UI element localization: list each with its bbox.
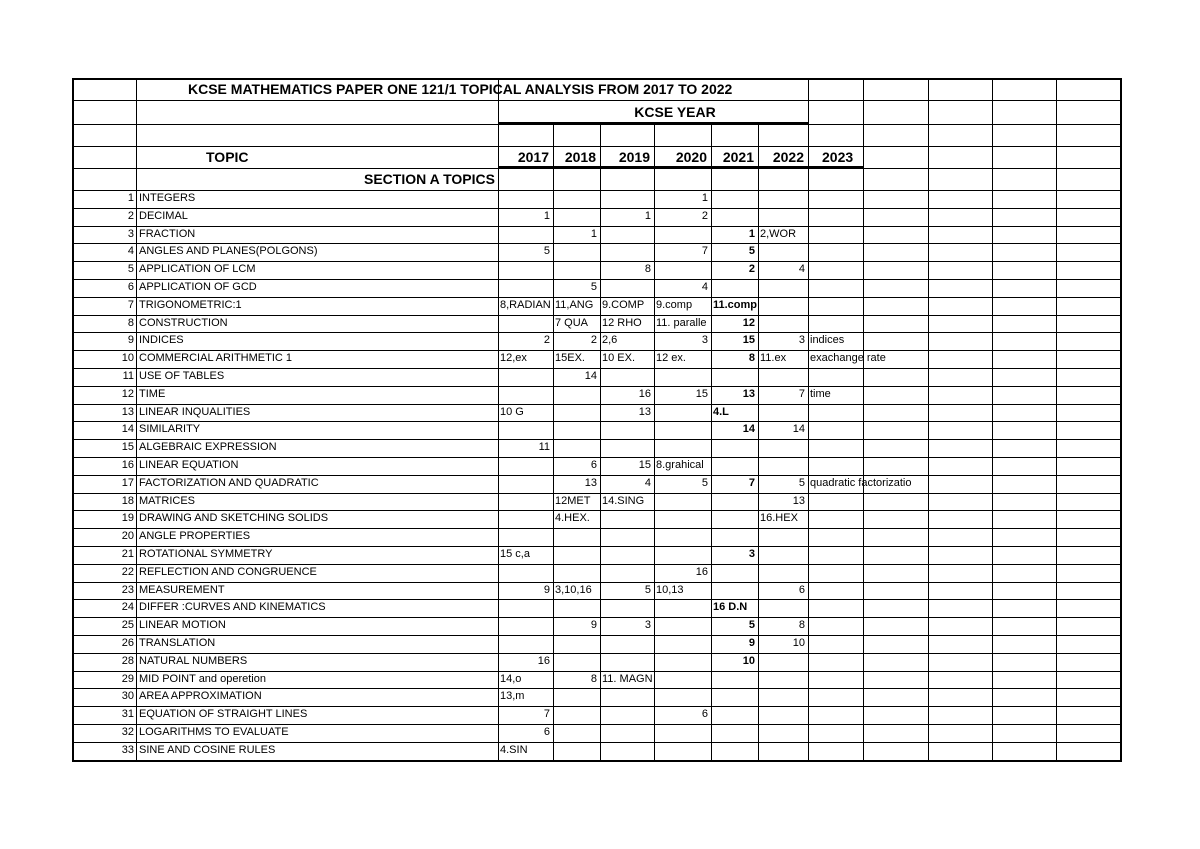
grid-line xyxy=(72,386,1122,387)
year-cell-2021: 10 xyxy=(742,655,755,667)
topic-name: DRAWING AND SKETCHING SOLIDS xyxy=(139,512,329,524)
row-number: 24 xyxy=(121,601,134,613)
year-cell-2019: 11. MAGN xyxy=(602,673,653,685)
row-number: 2 xyxy=(127,210,134,222)
year-cell-2021: 13 xyxy=(742,388,755,400)
topic-name: APPLICATION OF LCM xyxy=(139,263,256,275)
year-cell-2021: 11.comp xyxy=(713,299,758,311)
year-cell-2018: 3,10,16 xyxy=(555,584,592,596)
row-number: 23 xyxy=(121,584,134,596)
grid-line xyxy=(72,493,1122,494)
row-number: 18 xyxy=(121,495,134,507)
year-cell-2021: 15 xyxy=(742,334,755,346)
year-cell-2021: 2 xyxy=(748,263,755,275)
year-cell-2020: 11. paralle xyxy=(656,317,707,329)
grid-line xyxy=(72,421,1122,422)
year-cell-2022: 3 xyxy=(798,334,805,346)
year-header-2017: 2017 xyxy=(517,149,549,165)
grid-line xyxy=(808,78,809,760)
grid-line xyxy=(863,78,864,760)
year-cell-2022: 10 xyxy=(792,637,805,649)
row-number: 32 xyxy=(121,726,134,738)
year-cell-2020: 12 ex. xyxy=(656,352,686,364)
grid-line xyxy=(553,124,554,760)
section-a-label: SECTION A TOPICS xyxy=(364,171,495,187)
topic-name: EQUATION OF STRAIGHT LINES xyxy=(139,708,308,720)
year-cell-2023: exachange rate xyxy=(810,352,886,364)
year-cell-2019: 10 EX. xyxy=(602,352,636,364)
year-cell-2017: 2 xyxy=(543,334,550,346)
year-cell-2017: 11 xyxy=(538,441,550,453)
year-cell-2019: 12 RHO xyxy=(602,317,642,329)
grid-line xyxy=(72,760,1122,762)
row-number: 20 xyxy=(121,530,134,542)
topic-name: APPLICATION OF GCD xyxy=(139,281,257,293)
topic-name: COMMERCIAL ARITHMETIC 1 xyxy=(139,352,292,364)
year-cell-2022: 11.ex xyxy=(760,352,787,364)
row-number: 1 xyxy=(127,192,134,204)
row-number: 3 xyxy=(127,228,134,240)
row-number: 9 xyxy=(127,334,134,346)
grid-line xyxy=(72,635,1122,636)
year-cell-2022: 14 xyxy=(792,423,805,435)
year-cell-2022: 4 xyxy=(798,263,805,275)
year-cell-2020: 8.grahical xyxy=(656,459,704,471)
year-cell-2020: 2 xyxy=(701,210,708,222)
grid-line xyxy=(928,78,929,760)
topic-name: TIME xyxy=(139,388,166,400)
row-number: 31 xyxy=(121,708,134,720)
year-cell-2023: indices xyxy=(810,334,845,346)
grid-line xyxy=(72,124,1122,125)
topic-name: TRANSLATION xyxy=(139,637,216,649)
row-number: 21 xyxy=(121,548,134,560)
year-cell-2017: 5 xyxy=(543,245,550,257)
year-header-2023: 2023 xyxy=(822,149,854,165)
row-number: 8 xyxy=(127,317,134,329)
year-cell-2018: 9 xyxy=(590,619,597,631)
row-number: 4 xyxy=(127,245,134,257)
year-cell-2021: 9 xyxy=(748,637,755,649)
year-cell-2018: 8 xyxy=(590,673,597,685)
year-cell-2021: 12 xyxy=(742,317,755,329)
year-cell-2021: 14 xyxy=(742,423,755,435)
year-cell-2023: quadratic factorizatio xyxy=(810,477,912,489)
year-cell-2021: 3 xyxy=(748,548,755,560)
year-cell-2022: 8 xyxy=(798,619,805,631)
year-cell-2019: 2,6 xyxy=(602,334,618,346)
year-cell-2017: 12,ex xyxy=(500,352,527,364)
year-cell-2020: 3 xyxy=(701,334,708,346)
year-cell-2020: 6 xyxy=(701,708,708,720)
year-cell-2020: 4 xyxy=(701,281,708,293)
kcse-year-label: KCSE YEAR xyxy=(634,104,716,120)
year-cell-2022: 6 xyxy=(798,584,805,596)
grid-line xyxy=(992,78,993,760)
year-cell-2018: 15EX. xyxy=(555,352,585,364)
grid-line xyxy=(72,190,1122,191)
topic-name: LINEAR EQUATION xyxy=(139,459,239,471)
year-cell-2018: 12MET xyxy=(555,495,591,507)
year-cell-2019: 16 xyxy=(638,388,651,400)
year-cell-2018: 1 xyxy=(590,228,597,240)
row-number: 10 xyxy=(121,352,134,364)
year-cell-2019: 1 xyxy=(644,210,651,222)
row-number: 5 xyxy=(127,263,134,275)
topic-name: REFLECTION AND CONGRUENCE xyxy=(139,566,317,578)
row-number: 7 xyxy=(127,299,134,311)
row-number: 14 xyxy=(121,423,134,435)
year-cell-2021: 7 xyxy=(748,477,755,489)
topic-name: INDICES xyxy=(139,334,184,346)
year-cell-2022: 2,WOR xyxy=(760,228,797,240)
year-cell-2018: 2 xyxy=(590,334,597,346)
year-cell-2022: 16.HEX xyxy=(760,512,798,524)
topic-name: DIFFER :CURVES AND KINEMATICS xyxy=(139,601,326,613)
grid-line xyxy=(72,582,1122,583)
topic-name: LINEAR MOTION xyxy=(139,619,226,631)
year-cell-2017: 15 c,a xyxy=(500,548,530,560)
row-number: 12 xyxy=(121,388,134,400)
year-cell-2022: 5 xyxy=(798,477,805,489)
topic-name: ANGLE PROPERTIES xyxy=(139,530,251,542)
year-cell-2018: 13 xyxy=(584,477,597,489)
row-number: 26 xyxy=(121,637,134,649)
topic-name: FACTORIZATION AND QUADRATIC xyxy=(139,477,319,489)
year-cell-2018: 5 xyxy=(590,281,597,293)
year-cell-2021: 4.L xyxy=(713,406,729,418)
grid-line xyxy=(72,617,1122,618)
year-cell-2017: 16 xyxy=(537,655,550,667)
year-cell-2017: 10 G xyxy=(500,406,524,418)
year-cell-2020: 15 xyxy=(695,388,708,400)
year-cell-2019: 14.SING xyxy=(602,495,645,507)
year-cell-2019: 3 xyxy=(644,619,651,631)
topic-name: LINEAR INQUALITIES xyxy=(139,406,251,418)
grid-line xyxy=(72,208,1122,209)
row-number: 17 xyxy=(121,477,134,489)
year-cell-2017: 6 xyxy=(543,726,550,738)
year-cell-2021: 8 xyxy=(748,352,755,364)
topic-name: INTEGERS xyxy=(139,192,196,204)
year-cell-2017: 13,m xyxy=(500,690,525,702)
year-cell-2019: 13 xyxy=(638,406,651,418)
year-header-2020: 2020 xyxy=(675,149,707,165)
topic-name: AREA APPROXIMATION xyxy=(139,690,262,702)
topic-name: CONSTRUCTION xyxy=(139,317,228,329)
year-cell-2020: 5 xyxy=(701,477,708,489)
grid-line xyxy=(72,368,1122,369)
year-cell-2023: time xyxy=(810,388,831,400)
year-cell-2021: 5 xyxy=(748,245,755,257)
year-header-2018: 2018 xyxy=(564,149,596,165)
year-cell-2017: 14,o xyxy=(500,673,522,685)
grid-line xyxy=(1056,78,1057,760)
year-cell-2020: 1 xyxy=(701,192,708,204)
row-number: 22 xyxy=(121,566,134,578)
year-cell-2018: 14 xyxy=(584,370,597,382)
grid-line xyxy=(72,226,1122,227)
year-cell-2017: 7 xyxy=(543,708,550,720)
year-cell-2019: 15 xyxy=(638,459,651,471)
grid-line xyxy=(72,315,1122,316)
year-cell-2020: 9.comp xyxy=(656,299,693,311)
topic-name: ANGLES AND PLANES(POLGONS) xyxy=(139,245,318,257)
grid-line xyxy=(136,78,137,760)
year-cell-2018: 7 QUA xyxy=(555,317,589,329)
year-cell-2019: 9.COMP xyxy=(602,299,645,311)
year-header-2022: 2022 xyxy=(772,149,804,165)
topic-name: FRACTION xyxy=(139,228,196,240)
year-cell-2018: 11,ANG xyxy=(555,299,594,311)
year-cell-2022: 13 xyxy=(792,495,805,507)
row-number: 11 xyxy=(122,370,134,382)
year-cell-2018: 6 xyxy=(590,459,597,471)
year-cell-2017: 4.SIN xyxy=(500,744,528,756)
row-number: 30 xyxy=(121,690,134,702)
year-header-2019: 2019 xyxy=(618,149,650,165)
topic-name: SINE AND COSINE RULES xyxy=(139,744,276,756)
row-number: 6 xyxy=(127,281,134,293)
year-cell-2019: 8 xyxy=(644,263,651,275)
topic-header: TOPIC xyxy=(206,149,249,165)
year-cell-2021: 5 xyxy=(748,619,755,631)
sheet-title: KCSE MATHEMATICS PAPER ONE 121/1 TOPICAL ANALYSIS FROM 2017 TO 2022 xyxy=(188,81,733,97)
row-number: 29 xyxy=(121,673,134,685)
grid-line xyxy=(758,124,759,760)
row-number: 33 xyxy=(121,744,134,756)
row-number: 16 xyxy=(121,459,134,471)
grid-line xyxy=(1120,78,1122,760)
topic-name: SIMILARITY xyxy=(139,423,201,435)
year-cell-2019: 5 xyxy=(644,584,651,596)
topic-name: MEASUREMENT xyxy=(139,584,225,596)
year-cell-2017: 1 xyxy=(543,210,550,222)
year-header-2021: 2021 xyxy=(722,149,754,165)
topic-name: USE OF TABLES xyxy=(139,370,225,382)
year-cell-2021: 16 D.N xyxy=(713,601,748,613)
topic-name: ROTATIONAL SYMMETRY xyxy=(139,548,273,560)
row-number: 25 xyxy=(121,619,134,631)
topic-name: NATURAL NUMBERS xyxy=(139,655,248,667)
year-cell-2020: 10,13 xyxy=(656,584,684,596)
grid-line xyxy=(72,332,1122,333)
topic-name: ALGEBRAIC EXPRESSION xyxy=(139,441,277,453)
year-cell-2022: 7 xyxy=(798,388,805,400)
row-number: 19 xyxy=(121,512,134,524)
topic-name: LOGARITHMS TO EVALUATE xyxy=(139,726,289,738)
year-cell-2018: 4.HEX. xyxy=(555,512,590,524)
year-cell-2017: 8,RADIAN xyxy=(500,299,551,311)
year-cell-2017: 9 xyxy=(543,584,550,596)
row-number: 28 xyxy=(121,655,134,667)
year-cell-2019: 4 xyxy=(644,477,651,489)
topic-name: MATRICES xyxy=(139,495,196,507)
topic-name: MID POINT and operetion xyxy=(139,673,266,685)
year-cell-2021: 1 xyxy=(748,228,755,240)
topic-name: DECIMAL xyxy=(139,210,188,222)
year-cell-2020: 16 xyxy=(695,566,708,578)
row-number: 13 xyxy=(121,406,134,418)
topic-name: TRIGONOMETRIC:1 xyxy=(139,299,242,311)
row-number: 15 xyxy=(121,441,134,453)
year-cell-2020: 7 xyxy=(701,245,708,257)
